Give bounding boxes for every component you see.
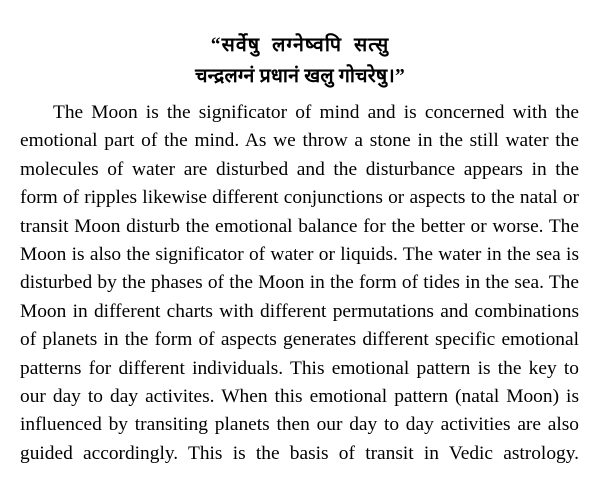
body-paragraph: The Moon is the significator of mind and is concerned with the emotional part of the mind. As we throw a stone in the still water the molecules of water are disturbed and the disturbance appears in the form of ripples likewise different conjunctions or aspects to the natal or transit Moon disturb the emotional balance for the better or worse. The Moon is also the significator of water or liquids. The water in the sea is disturbed by the phases of the Moon in the form of tides in the sea. The Moon in different charts with different permutations and combinations of planets in the form of aspects generates different specific emotional patterns for different individuals. This emotional pattern is the key to our day to day activites. When this emotional pattern (natal Moon) is influenced by transiting planets then our day to day activities are also guided accordingly. This is the basis of transit in Vedic astrology.: [20, 102, 579, 464]
sanskrit-verse-line-2: चन्द्रलग्नं प्रधानं खलु गोचरेषु।”: [195, 66, 405, 87]
sanskrit-epigraph: [0, 30, 600, 92]
sanskrit-verse-line-1: “सर्वेषु लग्नेष्वपि सत्सु: [210, 35, 390, 56]
